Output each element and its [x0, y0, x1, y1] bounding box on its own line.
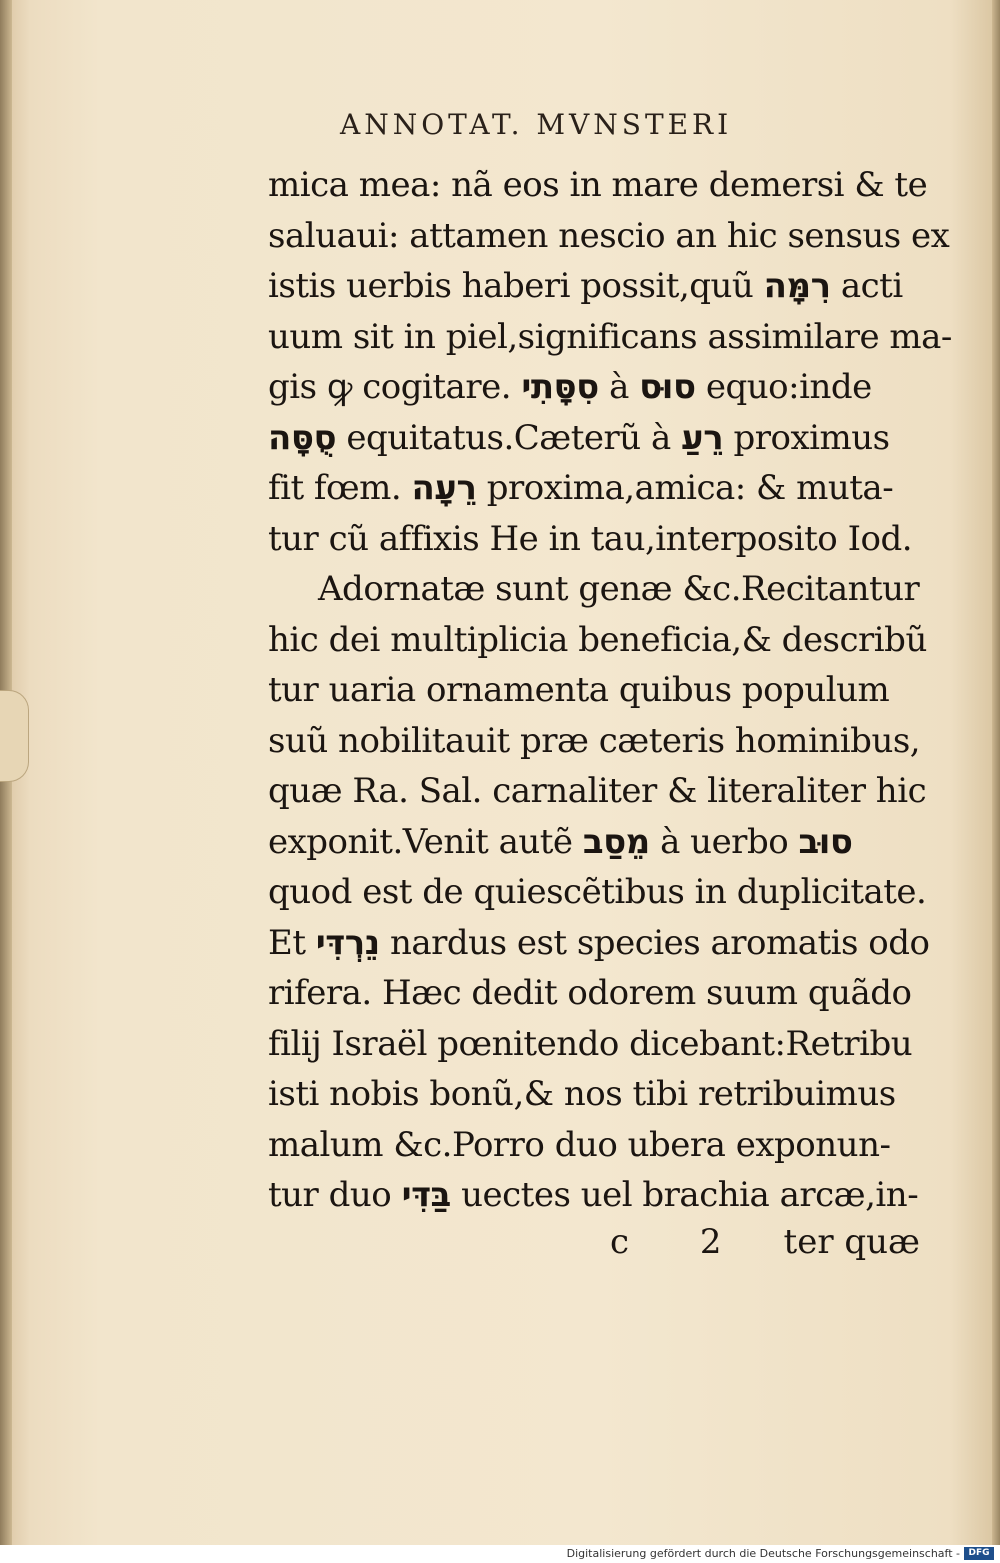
latin-text: malum &c.Porro duo ubera exponun- [268, 1124, 891, 1165]
text-line [268, 1069, 928, 1120]
text-line [268, 261, 928, 312]
text-line [268, 1120, 928, 1171]
latin-text: tur uaria ornamenta quibus populum [268, 670, 890, 710]
running-head: ANNOTAT. MVNSTERI [340, 108, 733, 141]
hebrew-word: סוּב [798, 821, 853, 862]
hebrew-word: מֵסַב [582, 821, 650, 862]
latin-text: Et [268, 922, 316, 963]
latin-text: à uerbo [649, 821, 799, 862]
signature-mark: c 2 [610, 1222, 752, 1262]
text-line [268, 413, 928, 464]
text-line [268, 867, 928, 918]
latin-text: exponit.Venit autẽ [268, 821, 583, 862]
text-line [268, 968, 928, 1019]
latin-text: uectes uel brachia arcæ,in- [450, 1175, 919, 1215]
latin-text: hic dei multiplicia beneficia,& describũ [268, 619, 927, 660]
page-right-edge [992, 0, 1000, 1545]
binding-tab [0, 690, 29, 782]
latin-text: acti [830, 266, 903, 306]
text-line [268, 514, 928, 565]
body-text [268, 160, 952, 1221]
latin-text: proximus [723, 417, 890, 458]
latin-text: isti nobis bonũ,& nos tibi retribuimus [268, 1074, 896, 1114]
page-footer-line [268, 1222, 928, 1262]
hebrew-word: רֵעָה [411, 468, 477, 508]
latin-text: rifera. Hæc dedit odorem suum quãdo [268, 973, 912, 1013]
text-line [268, 817, 928, 868]
hebrew-word: סֻסָּה [268, 417, 337, 458]
latin-text: proxima,amica: & muta- [476, 468, 894, 508]
latin-text: quæ Ra. Sal. carnaliter & literaliter hic [268, 771, 927, 811]
latin-text: mica mea: nã eos in mare demersi & te [268, 165, 928, 205]
text-line [268, 615, 928, 666]
text-line [268, 160, 928, 211]
latin-text: saluaui: attamen nescio an hic sensus ex [268, 215, 950, 256]
latin-text: tur cũ affixis He in tau,interposito Iod. [268, 518, 913, 559]
latin-text: tur duo [268, 1175, 402, 1215]
hebrew-word: רֵעַ [681, 417, 724, 458]
hebrew-word: סוּס [639, 367, 696, 407]
text-line [268, 211, 950, 262]
latin-text: suũ nobilitauit præ cæteris hominibus, [268, 720, 921, 761]
text-line [268, 716, 928, 767]
latin-text: fit fœm. [268, 468, 412, 508]
text-line [268, 665, 928, 716]
latin-text: gis ꝙ cogitare. [268, 367, 522, 407]
latin-text: Adornatæ sunt genæ &c.Recitantur [318, 569, 920, 609]
text-line [268, 463, 928, 514]
digitization-footer [0, 1545, 1000, 1563]
text-line [268, 1019, 928, 1070]
dfg-credit-text: Digitalisierung gefördert durch die Deutsche Forschungsgemeinschaft - [566, 1547, 960, 1560]
hebrew-word: סִסָּתִי [521, 367, 599, 407]
text-line [268, 564, 928, 615]
text-line [268, 918, 928, 969]
text-line [268, 312, 952, 363]
latin-text: equitatus.Cæterũ à [336, 417, 682, 458]
latin-text: uum sit in piel,significans assimilare ma- [268, 316, 952, 357]
hebrew-word: נֵרְדִּי [315, 922, 380, 963]
latin-text: equo:inde [695, 367, 872, 407]
text-line [268, 362, 928, 413]
hebrew-word: רִמָּה [763, 266, 831, 306]
hebrew-word: בַּדִּי [401, 1175, 451, 1215]
catchword: ter quæ [783, 1222, 920, 1262]
text-line [268, 766, 928, 817]
latin-text: à [598, 367, 640, 407]
latin-text: quod est de quiescẽtibus in duplicitate. [268, 872, 927, 912]
latin-text: istis uerbis haberi possit,quũ [268, 266, 764, 306]
latin-text: nardus est species aromatis odo [379, 922, 930, 963]
latin-text: filij Israël pœnitendo dicebant:Retribu [268, 1023, 913, 1064]
dfg-logo-icon: DFG [964, 1547, 994, 1560]
text-line [268, 1170, 928, 1221]
